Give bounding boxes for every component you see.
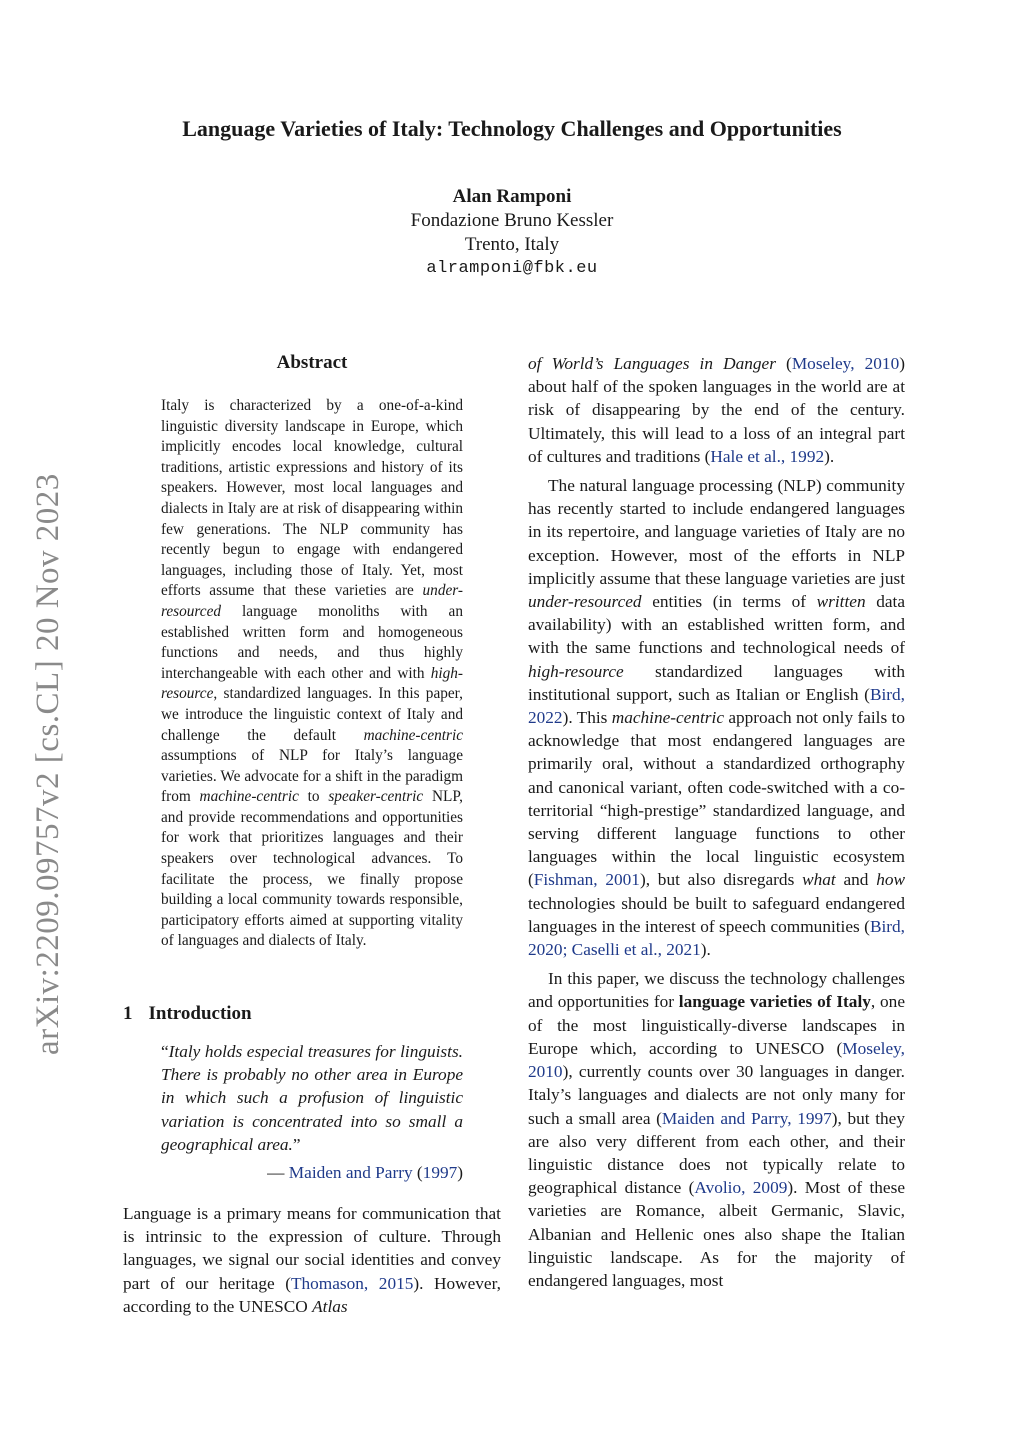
citation-link[interactable]: Hale et al., 1992 — [710, 446, 825, 466]
abstract-heading: Abstract — [276, 352, 348, 373]
section-heading-introduction — [123, 1003, 252, 1025]
citation-link[interactable]: Moseley, 2010 — [791, 354, 900, 373]
citation-link[interactable]: 1997 — [422, 1163, 458, 1182]
arxiv-identifier: arXiv:2209.09757v2 [cs.CL] 20 Nov 2023 — [30, 473, 66, 1055]
citation-link[interactable]: Bird, 2022 — [528, 684, 905, 728]
intro-paragraph-1: Language is a primary means for communication that is intrinsic to the expression of culture. Through languages, we signal our social identities and convey part of our heritage (Thomason, 2015). However, according to the UNESCO Atlas — [123, 1204, 501, 1316]
intro-paragraph-3: In this paper, we discuss the technology challenges and opportunities for language varieties of Italy, one of the most linguistically-diverse landscapes in Europe which, according to UNESCO (Moseley, 2010), currently counts over 30 languages in danger. Italy’s languages and dialects are not only many for such a small area (Maiden and Parry, 1997), but they are also very different from each other, and their linguistic distance does not typically relate to geographical distance (Avolio, 2009). Most of these varieties are Romance, albeit Germanic, Slavic, Albanian and Hellenic ones also shape the Italian linguistic landscape. As for the majority of endangered languages, most — [528, 969, 905, 1290]
epigraph-quote: “Italy holds especial treasures for linguists. There is probably no other area in Europe in which such a profusion of linguistic variation is concentrated into so small a geographical area.” — [161, 1042, 463, 1154]
epigraph-attribution: — Maiden and Parry (1997) — [267, 1163, 463, 1182]
citation-link[interactable]: Moseley, 2010 — [528, 1038, 905, 1082]
abstract-text: Italy is characterized by a one-of-a-kind linguistic diversity landscape in Europe, which implicitly encodes local knowledge, cultural traditions, artistic expressions and history of its speakers. However, most local languages and dialects in Italy are at risk of disappearing within few generations. The NLP community has recently begun to engage with endangered languages, including those of Italy. Yet, most efforts assume that these varieties are under-resourced language monoliths with an established written form and homogeneous functions and needs, and thus highly interchangeable with each other and with high-resource, standardized languages. In this paper, we introduce the linguistic context of Italy and challenge the default machine-centric assumptions of NLP for Italy’s language varieties. We advocate for a shift in the paradigm from machine-centric to speaker-centric NLP, and provide recommendations and opportunities for work that prioritizes languages and their speakers over technological advances. To facilitate the process, we finally propose building a local community towards responsible, participatory efforts aimed at supporting vitality of languages and dialects of Italy. — [161, 397, 464, 950]
author-name: Alan Ramponi — [452, 186, 572, 207]
citation-link[interactable]: Maiden and Parry — [288, 1163, 413, 1182]
author-location: Trento, Italy — [464, 234, 560, 255]
section-number: 1 — [123, 1003, 133, 1024]
section-title: Introduction — [148, 1003, 252, 1024]
intro-paragraph-2: The natural language processing (NLP) community has recently started to include endangered languages in its repertoire, and language varieties of Italy are no exception. However, most of the efforts in NLP implicitly assume that these language varieties are just under-resourced entities (in terms of written data availability) with an established written form, and with the same functions and technological needs of high-resource standardized languages with institutional support, such as Italian or English (Bird, 2022). This machine-centric approach not only fails to acknowledge that most endangered languages are primarily oral, without a standardized orthography and canonical variant, often code-switched with a co-territorial “high-prestige” standardized language, and serving different language functions to other languages within the local linguistic ecosystem (Fishman, 2001), but also disregards what and how technologies should be built to safeguard endangered languages in the interest of speech communities (Bird, 2020; Caselli et al., 2021). — [528, 476, 906, 960]
author-email[interactable]: alramponi@fbk.eu — [426, 259, 598, 278]
citation-link[interactable]: Fishman, 2001 — [533, 870, 640, 890]
author-block — [0, 185, 1024, 281]
author-affiliation: Fondazione Bruno Kessler — [410, 210, 614, 231]
paper-title: Language Varieties of Italy: Technology Challenges and Opportunities — [182, 116, 842, 141]
right-column — [528, 352, 905, 1298]
citation-link[interactable]: Avolio, 2009 — [694, 1178, 788, 1198]
citation-link[interactable]: Bird, 2020; Caselli et al., 2021 — [528, 916, 905, 960]
intro-paragraph-1-continued: of World’s Languages in Danger (Moseley, 2010) about half of the spoken languages in the world are at risk of disappearing by the end of the century. Ultimately, this will lead to a loss of an integral part of cultures and traditions (Hale et al., 1992). — [528, 354, 905, 466]
citation-link[interactable]: Thomason, 2015 — [290, 1273, 414, 1293]
citation-link[interactable]: Maiden and Parry, 1997 — [661, 1108, 832, 1128]
